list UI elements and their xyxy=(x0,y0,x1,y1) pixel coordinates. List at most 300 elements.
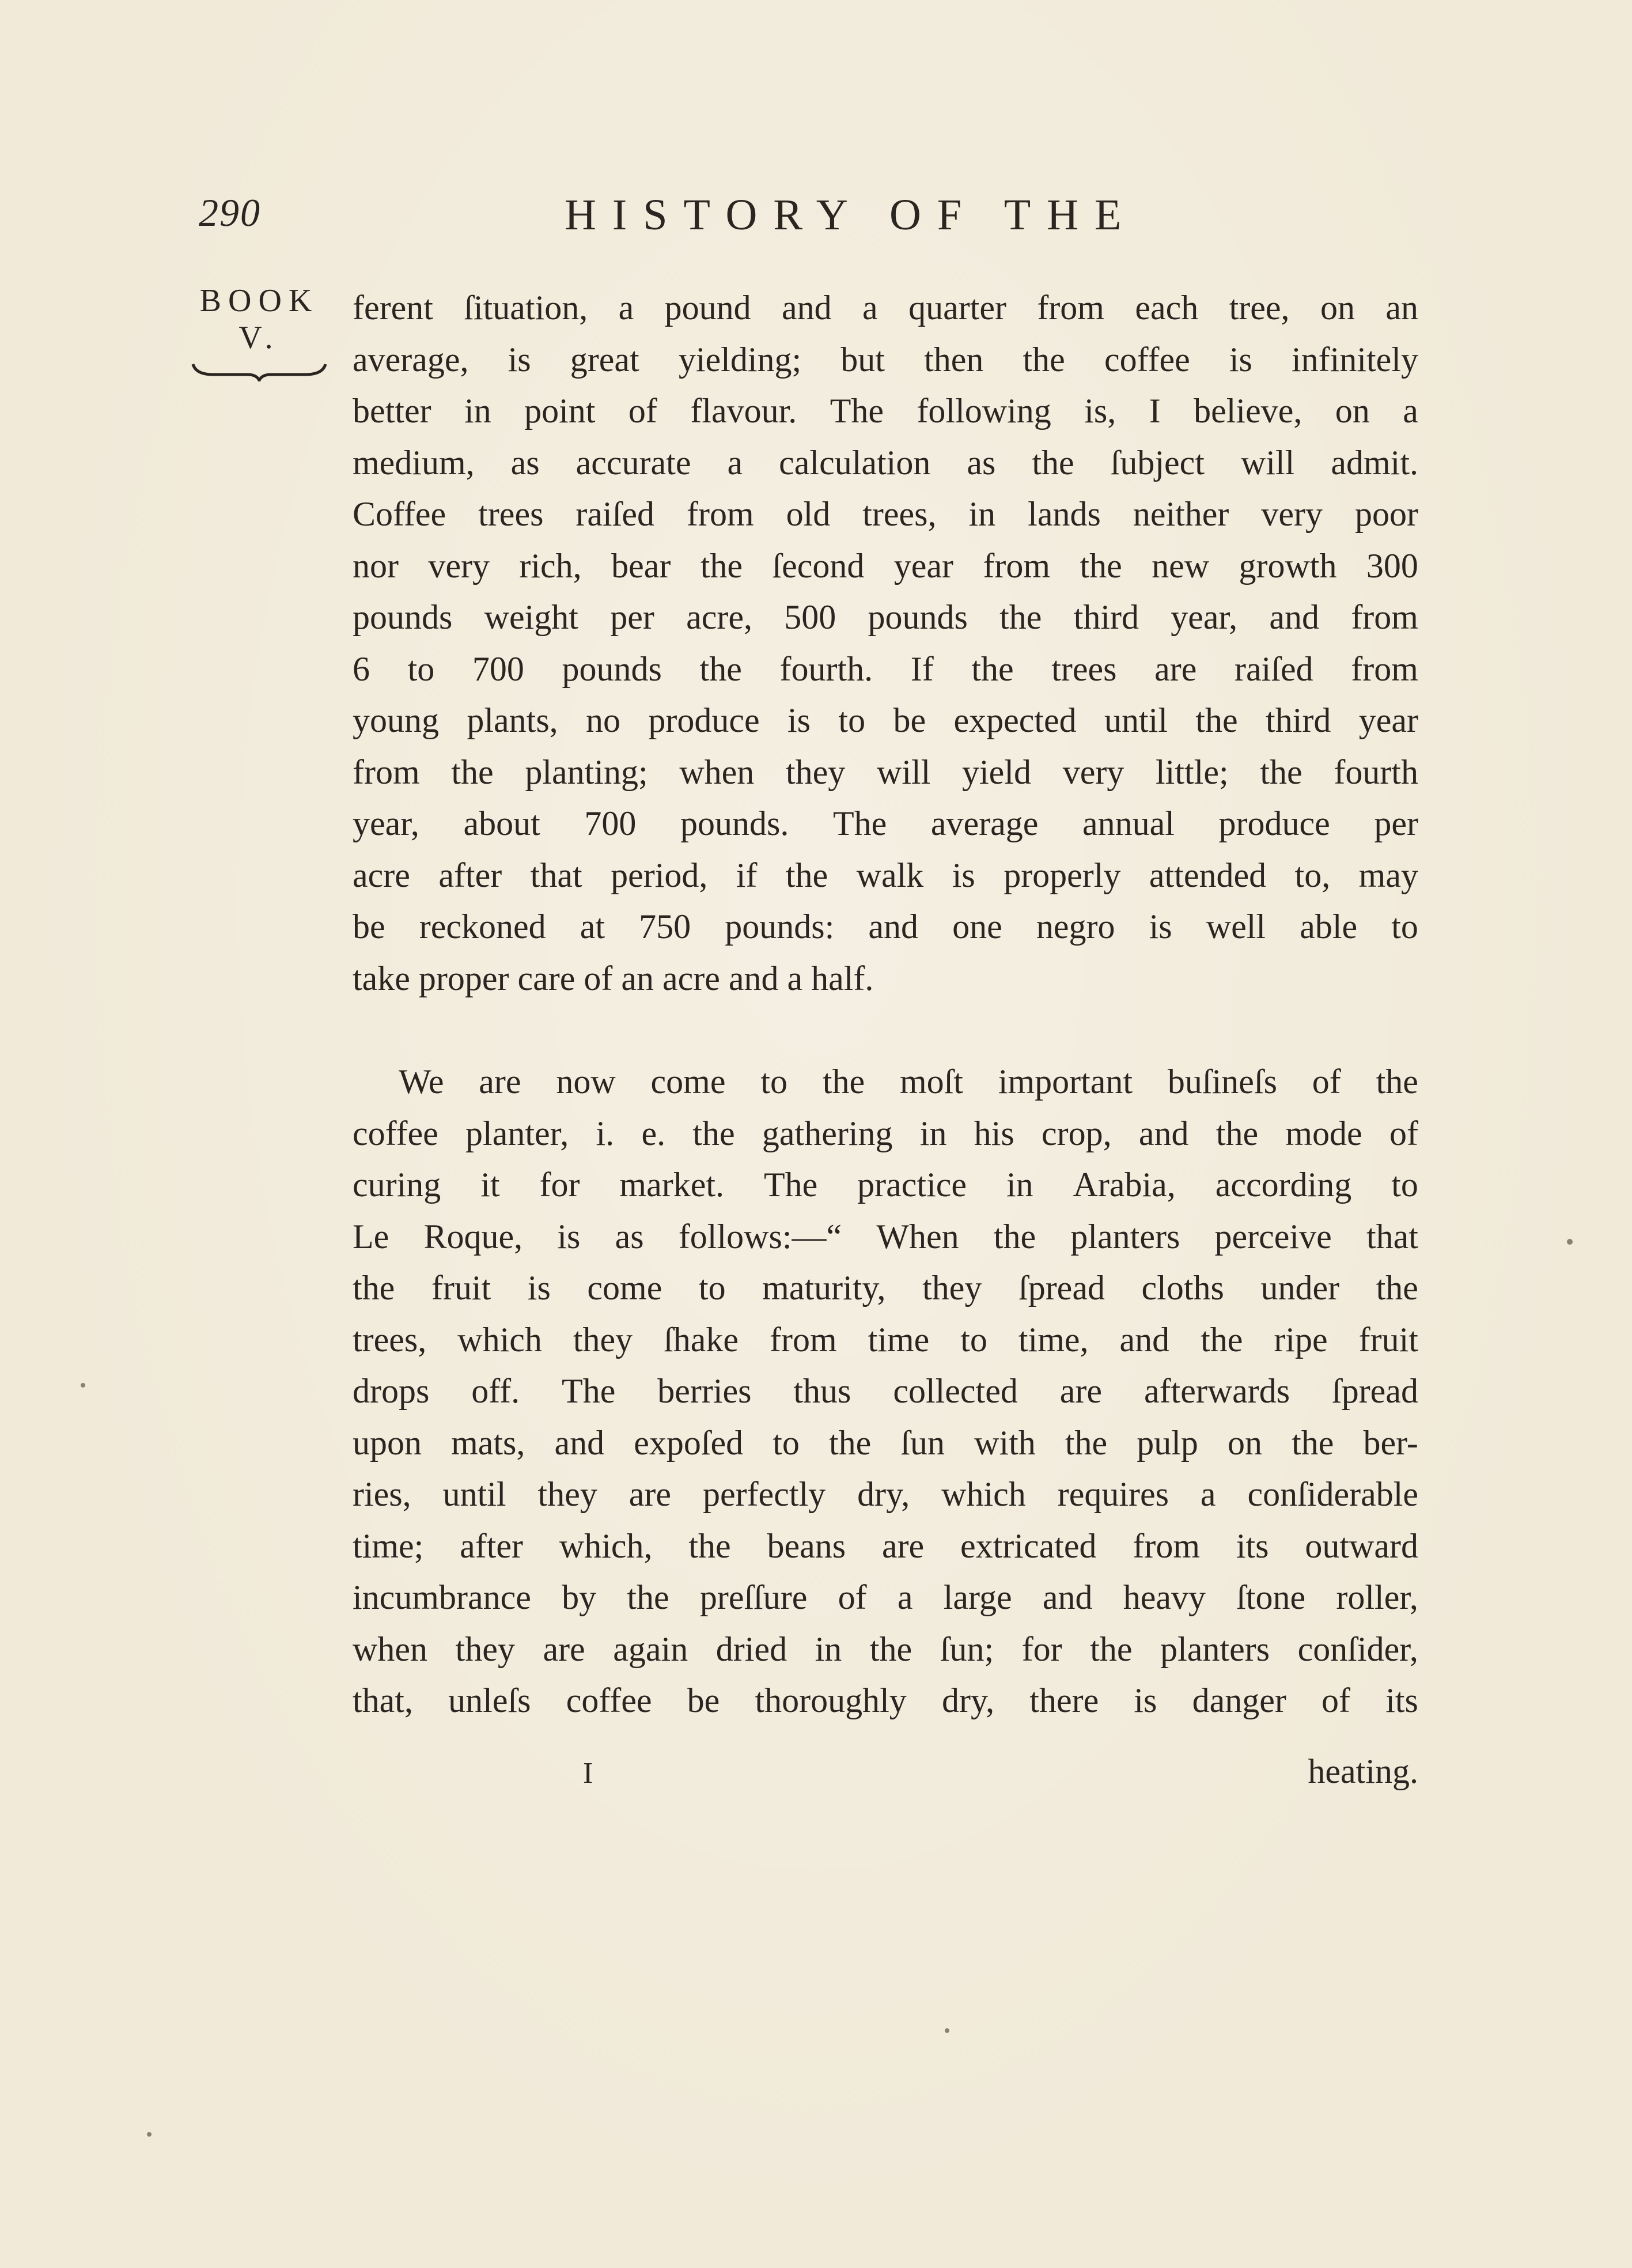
word: from xyxy=(1037,289,1104,327)
word: incumbrance xyxy=(353,1578,531,1616)
word: is xyxy=(557,1217,581,1256)
text-line xyxy=(353,1418,1418,1469)
word: afterwards xyxy=(1143,1372,1290,1410)
word: third xyxy=(1073,598,1139,636)
text-line xyxy=(353,540,1418,592)
word: be xyxy=(353,908,385,946)
word: the xyxy=(822,1063,865,1101)
word: of xyxy=(1312,1063,1341,1101)
paper-speck xyxy=(147,2132,152,2137)
word: a xyxy=(862,289,878,327)
word: point xyxy=(524,392,596,430)
word: they xyxy=(537,1475,597,1513)
word: pound xyxy=(664,289,751,327)
word: The xyxy=(832,804,887,842)
word: when xyxy=(353,1630,427,1668)
word: ries, xyxy=(353,1475,411,1513)
word: the xyxy=(1292,1423,1334,1462)
word: very xyxy=(428,546,490,585)
word: tree, xyxy=(1229,289,1290,327)
word: berries xyxy=(657,1372,752,1410)
word: curing xyxy=(353,1166,441,1204)
word: annual xyxy=(1082,804,1175,842)
word: to xyxy=(838,701,866,739)
word: are xyxy=(543,1630,585,1668)
signature-mark: I xyxy=(583,1757,593,1790)
word: drops xyxy=(353,1372,430,1410)
word: fruit xyxy=(1358,1320,1418,1359)
word: acre xyxy=(353,856,410,894)
word: is, xyxy=(1084,392,1116,430)
word: a xyxy=(1200,1475,1216,1513)
word: poor xyxy=(1355,495,1418,533)
word: the xyxy=(1195,701,1238,739)
word: in xyxy=(815,1630,842,1668)
word: planter, xyxy=(465,1114,569,1152)
word: the xyxy=(993,1217,1036,1256)
word: under xyxy=(1260,1269,1340,1307)
word: the xyxy=(700,546,743,585)
word: to, xyxy=(1294,856,1331,894)
word: now xyxy=(556,1063,616,1101)
word: expoſed xyxy=(634,1423,744,1462)
text-line xyxy=(353,901,1418,953)
word: roller, xyxy=(1336,1578,1418,1616)
brace-ornament-icon xyxy=(190,358,328,381)
word: market. xyxy=(619,1166,724,1204)
word: come xyxy=(650,1063,726,1101)
catchword: heating. xyxy=(1308,1752,1418,1790)
page-footer xyxy=(353,1752,1418,1791)
word: ſpread xyxy=(1018,1269,1105,1307)
word: which, xyxy=(559,1526,653,1565)
word: properly xyxy=(1004,856,1121,894)
word: an xyxy=(1385,289,1418,327)
word: the xyxy=(1065,1423,1108,1462)
word: the xyxy=(1260,753,1302,791)
word: are xyxy=(628,1475,672,1513)
word: outward xyxy=(1305,1526,1418,1565)
word: until xyxy=(442,1475,506,1513)
word: ſhake xyxy=(664,1320,739,1359)
word: perceive xyxy=(1214,1217,1332,1256)
word: moſt xyxy=(899,1063,963,1101)
word: ferent xyxy=(353,289,433,327)
word: rich, xyxy=(519,546,582,585)
word: if xyxy=(736,856,758,894)
word: mats, xyxy=(451,1423,525,1462)
word: year xyxy=(1358,701,1418,739)
word: the xyxy=(627,1578,669,1616)
word: conſider, xyxy=(1297,1630,1418,1668)
word: to xyxy=(960,1320,987,1359)
word: the xyxy=(353,1269,395,1307)
paper-speck xyxy=(945,2028,949,2033)
word: when xyxy=(679,753,755,791)
word: is xyxy=(527,1269,551,1307)
word: and xyxy=(1269,598,1320,636)
word: from xyxy=(1351,649,1418,688)
running-head: HISTORY OF THE xyxy=(565,191,1138,239)
word: ber- xyxy=(1363,1423,1418,1462)
word: are xyxy=(479,1063,521,1101)
word: it xyxy=(480,1166,500,1204)
word: that xyxy=(530,856,582,894)
word: dried xyxy=(715,1630,787,1668)
word: of xyxy=(1321,1681,1351,1719)
word: ſituation, xyxy=(464,289,588,327)
word: the xyxy=(828,1423,872,1462)
word: fourth xyxy=(1334,753,1418,791)
word: then xyxy=(924,340,984,379)
word: 6 xyxy=(353,649,370,688)
text-line xyxy=(353,1108,1418,1160)
word: they xyxy=(455,1630,515,1668)
book-number: V. xyxy=(238,320,280,356)
word: lands xyxy=(1028,495,1101,533)
body-text xyxy=(353,282,1418,1727)
word: will xyxy=(876,753,931,791)
word: thoroughly xyxy=(755,1681,907,1719)
text-line xyxy=(353,1314,1418,1366)
word: which xyxy=(457,1320,542,1359)
word: 500 xyxy=(784,598,836,636)
word: dry, xyxy=(857,1475,910,1513)
word: trees xyxy=(1051,649,1117,688)
word: very xyxy=(1261,495,1323,533)
word: on xyxy=(1335,392,1370,430)
word: Roque, xyxy=(423,1217,523,1256)
text-line xyxy=(353,1366,1418,1418)
text-line xyxy=(353,1262,1418,1314)
word: pounds xyxy=(562,649,662,688)
word: but xyxy=(840,340,885,379)
word: old xyxy=(786,495,831,533)
word: expected xyxy=(953,701,1077,739)
word: time xyxy=(868,1320,930,1359)
word: crop, xyxy=(1042,1114,1112,1152)
word: the xyxy=(451,753,494,791)
word: plants, xyxy=(467,701,558,739)
text-line xyxy=(353,1469,1418,1521)
word: the xyxy=(1090,1630,1133,1668)
word: I xyxy=(1149,392,1161,430)
text-line xyxy=(353,1211,1418,1263)
word: that xyxy=(1366,1217,1418,1256)
word: from xyxy=(686,495,754,533)
word: acre, xyxy=(686,598,752,636)
word: and xyxy=(868,908,919,946)
word: after xyxy=(460,1526,524,1565)
word: the xyxy=(1023,340,1065,379)
word: flavour. xyxy=(690,392,797,430)
word: collected xyxy=(893,1372,1018,1410)
word: in xyxy=(968,495,996,533)
word: year, xyxy=(353,804,419,842)
word: to xyxy=(760,1063,787,1101)
word: the xyxy=(1376,1063,1418,1101)
word: well xyxy=(1206,908,1266,946)
word: coffee xyxy=(353,1114,438,1152)
word: in xyxy=(1006,1166,1033,1204)
word: medium, xyxy=(353,443,475,482)
word: better xyxy=(353,392,431,430)
word: off. xyxy=(471,1372,520,1410)
text-line xyxy=(353,747,1418,799)
word: after xyxy=(438,856,502,894)
word: 700 xyxy=(472,649,524,688)
page-number: 290 xyxy=(199,191,261,235)
word: maturity, xyxy=(762,1269,886,1307)
word: The xyxy=(562,1372,616,1410)
text-line xyxy=(353,592,1418,644)
word: follows:—“ xyxy=(678,1217,842,1256)
word: until xyxy=(1104,701,1168,739)
word: of xyxy=(628,392,657,430)
word: third xyxy=(1266,701,1331,739)
word: ſun xyxy=(900,1423,945,1462)
word: year, xyxy=(1171,598,1238,636)
text-line xyxy=(353,1572,1418,1624)
word: coffee xyxy=(1104,340,1190,379)
word: to xyxy=(1391,1166,1418,1204)
word: be xyxy=(687,1681,720,1719)
word: gathering xyxy=(762,1114,893,1152)
word: calculation xyxy=(779,443,931,482)
word: little; xyxy=(1156,753,1229,791)
word: of xyxy=(1389,1114,1418,1152)
word: nor xyxy=(353,546,399,585)
word: pounds. xyxy=(680,804,789,842)
word: negro xyxy=(1036,908,1115,946)
text-line xyxy=(353,1675,1418,1727)
word: growth xyxy=(1239,546,1337,585)
word: come xyxy=(587,1269,662,1307)
word: able xyxy=(1300,908,1358,946)
word: unleſs xyxy=(448,1681,531,1719)
word: trees, xyxy=(353,1320,427,1359)
text-line xyxy=(353,282,1418,334)
word: to xyxy=(407,649,435,688)
word: is xyxy=(1134,1681,1157,1719)
word: fruit xyxy=(431,1269,491,1307)
text-line xyxy=(353,850,1418,902)
word: as xyxy=(510,443,540,482)
word: practice xyxy=(857,1166,967,1204)
word: raiſed xyxy=(1235,649,1313,688)
word: e. xyxy=(641,1114,666,1152)
word: average xyxy=(930,804,1039,842)
text-line xyxy=(353,1521,1418,1573)
text-line xyxy=(353,385,1418,437)
word: year xyxy=(893,546,953,585)
word: and xyxy=(1138,1114,1189,1152)
word: produce xyxy=(1218,804,1330,842)
word: by xyxy=(562,1578,597,1616)
word: from xyxy=(1133,1526,1200,1565)
word: and xyxy=(1119,1320,1170,1359)
word: quarter xyxy=(908,289,1006,327)
word: a xyxy=(897,1578,913,1616)
word: the xyxy=(688,1526,731,1565)
word: a xyxy=(1403,392,1418,430)
word: pounds: xyxy=(725,908,835,946)
word: the xyxy=(869,1630,912,1668)
word: the xyxy=(692,1114,735,1152)
word: its xyxy=(1385,1681,1418,1719)
word: i. xyxy=(596,1114,615,1152)
word: time, xyxy=(1018,1320,1089,1359)
word: for xyxy=(539,1166,580,1204)
word: cloths xyxy=(1141,1269,1224,1307)
word: attended xyxy=(1149,856,1267,894)
word: at xyxy=(580,908,605,946)
text-line xyxy=(353,1624,1418,1676)
paragraph-2 xyxy=(353,1056,1418,1727)
word: important xyxy=(998,1063,1133,1101)
word: ſubject xyxy=(1110,443,1205,482)
word: the xyxy=(1201,1320,1243,1359)
word: its xyxy=(1236,1526,1269,1565)
word: there xyxy=(1029,1681,1099,1719)
word: be xyxy=(893,701,926,739)
word: mode xyxy=(1285,1114,1362,1152)
word: is xyxy=(508,340,531,379)
text-line xyxy=(353,334,1418,386)
word: as xyxy=(967,443,996,482)
word: beans xyxy=(767,1526,846,1565)
word: pounds xyxy=(353,598,453,636)
word: and xyxy=(782,289,832,327)
word: per xyxy=(610,598,654,636)
word: the xyxy=(1376,1269,1418,1307)
word: ſecond xyxy=(772,546,865,585)
word: time; xyxy=(353,1526,424,1565)
word: The xyxy=(763,1166,818,1204)
word: pulp xyxy=(1137,1423,1198,1462)
word: coffee xyxy=(566,1681,652,1719)
word: a xyxy=(727,443,743,482)
text-line xyxy=(353,644,1418,695)
word: period, xyxy=(611,856,708,894)
word: ſpread xyxy=(1332,1372,1418,1410)
word: on xyxy=(1228,1423,1262,1462)
word: they xyxy=(785,753,846,791)
word: raiſed xyxy=(575,495,654,533)
word: perfectly xyxy=(702,1475,826,1513)
word: large xyxy=(943,1578,1012,1616)
text-line xyxy=(353,1159,1418,1211)
word: 700 xyxy=(584,804,637,842)
word: the xyxy=(1080,546,1122,585)
text-line xyxy=(353,1056,1418,1108)
word: the xyxy=(699,649,742,688)
word: of xyxy=(838,1578,867,1616)
word: the xyxy=(971,649,1014,688)
word: 300 xyxy=(1366,546,1418,585)
word: may xyxy=(1358,856,1418,894)
word: new xyxy=(1152,546,1210,585)
word: walk xyxy=(856,856,924,894)
word: conſiderable xyxy=(1247,1475,1418,1513)
word: and xyxy=(554,1423,605,1462)
word: are xyxy=(1154,649,1197,688)
word: the xyxy=(999,598,1042,636)
word: produce xyxy=(648,701,760,739)
word: from xyxy=(353,753,420,791)
word: young xyxy=(353,701,439,739)
text-line: take proper care of an acre and a half. xyxy=(353,959,874,997)
word: about xyxy=(463,804,540,842)
word: If xyxy=(910,649,934,688)
word: yield xyxy=(962,753,1031,791)
word: danger xyxy=(1192,1681,1286,1719)
word: the xyxy=(785,856,828,894)
word: from xyxy=(983,546,1051,585)
word: infinitely xyxy=(1292,340,1418,379)
word: great xyxy=(570,340,639,379)
word: are xyxy=(881,1526,925,1565)
word: following xyxy=(917,392,1051,430)
word: buſineſs xyxy=(1167,1063,1277,1101)
word: to xyxy=(1391,908,1418,946)
word: very xyxy=(1062,753,1124,791)
word: they xyxy=(573,1320,633,1359)
paragraph-1 xyxy=(353,282,1418,1004)
word: the xyxy=(1032,443,1074,482)
word: ſtone xyxy=(1236,1578,1306,1616)
text-line xyxy=(353,798,1418,850)
word: admit. xyxy=(1331,443,1418,482)
word: fourth. xyxy=(779,649,873,688)
word: ripe xyxy=(1274,1320,1328,1359)
word: accurate xyxy=(575,443,691,482)
word: ſun; xyxy=(940,1630,994,1668)
word: from xyxy=(770,1320,837,1359)
word: The xyxy=(830,392,884,430)
paragraph-gap xyxy=(353,1004,1418,1056)
word: neither xyxy=(1133,495,1229,533)
word: trees, xyxy=(862,495,937,533)
word: preſſure xyxy=(699,1578,808,1616)
word: believe, xyxy=(1194,392,1302,430)
word: When xyxy=(876,1217,959,1256)
word: bear xyxy=(611,546,671,585)
word: a xyxy=(618,289,634,327)
word: to xyxy=(773,1423,800,1462)
word: per xyxy=(1374,804,1418,842)
word: We xyxy=(399,1063,444,1101)
word: in xyxy=(919,1114,947,1152)
word: thus xyxy=(793,1372,851,1410)
word: dry, xyxy=(942,1681,995,1719)
word: no xyxy=(586,701,621,739)
text-line xyxy=(353,489,1418,540)
word: heavy xyxy=(1123,1578,1206,1616)
word: yielding; xyxy=(678,340,802,379)
word: will xyxy=(1240,443,1295,482)
word: planters xyxy=(1070,1217,1180,1256)
word: Coffee xyxy=(353,495,446,533)
word: the xyxy=(1216,1114,1259,1152)
paper-speck xyxy=(1567,1239,1573,1245)
word: extricated xyxy=(960,1526,1097,1565)
word: 750 xyxy=(639,908,691,946)
word: is xyxy=(1149,908,1172,946)
word: pounds xyxy=(868,598,968,636)
word: planting; xyxy=(525,753,648,791)
word: is xyxy=(952,856,975,894)
